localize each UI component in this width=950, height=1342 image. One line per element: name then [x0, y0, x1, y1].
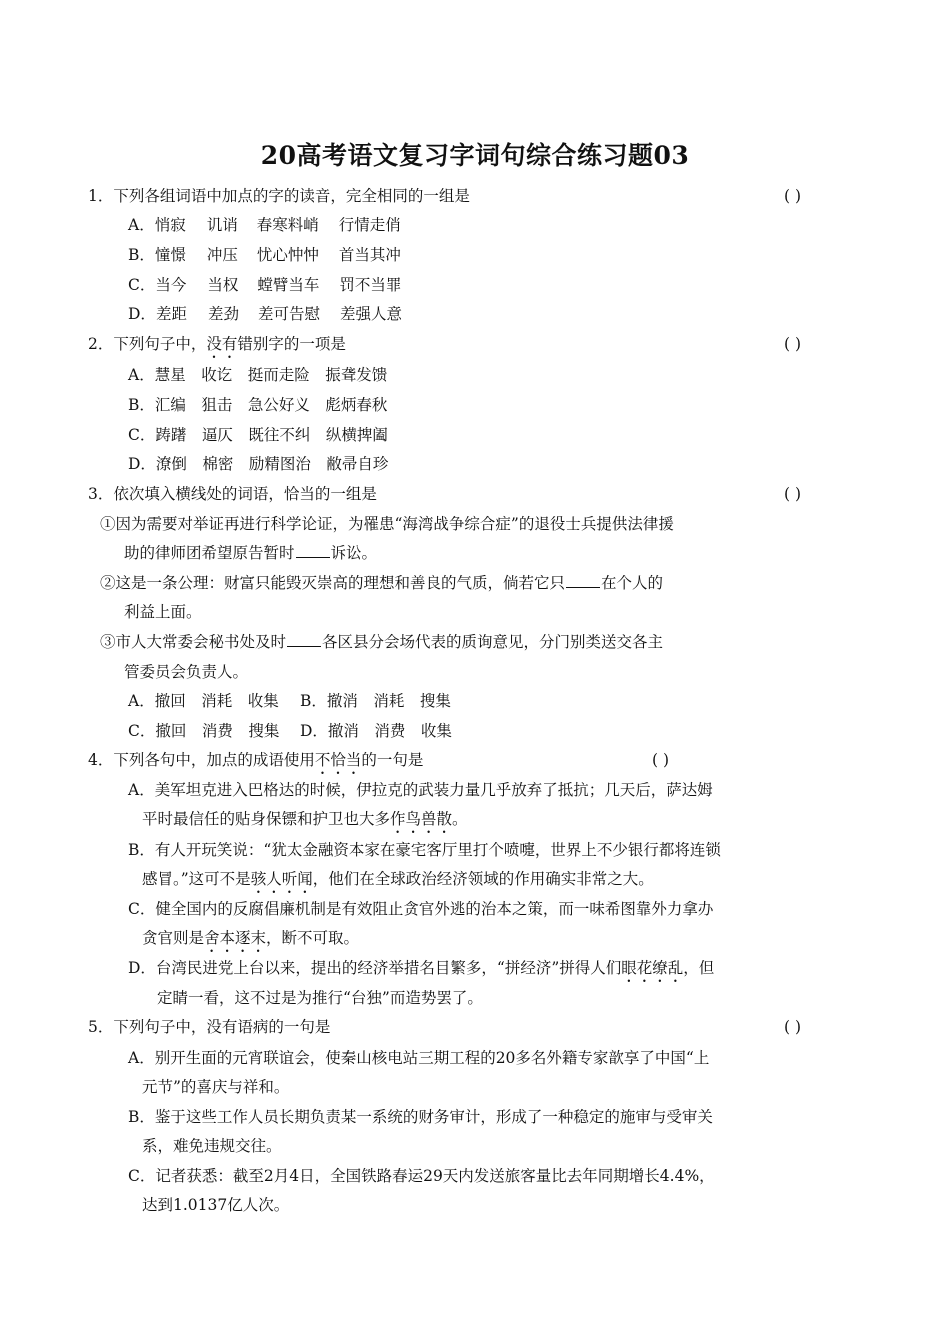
sentence-text: 各区县分会场代表的质询意见，分门别类送交各主: [322, 633, 664, 651]
question-3-sentence-2: [100, 573, 663, 593]
stem-text: 语病的一句是: [237, 1018, 331, 1036]
question-3-options-row-2: [128, 721, 452, 741]
question-4-option-c: C．健全国内的反腐倡廉机制是有效阻止贪官外逃的治本之策，而一味希图靠外力拿办: [128, 900, 714, 918]
question-3-options-row-1: [128, 691, 451, 711]
idiom-emphasis: 眼花缭乱: [621, 959, 684, 977]
stem-text: 4．下列各句中，加点的成语使用: [88, 751, 315, 769]
option-text: 。: [452, 810, 468, 828]
option-text: D．台湾民进党上台以来，提出的经济举措名目繁多，“拼经济”拼得人们: [128, 959, 622, 977]
question-1-option-d: [128, 304, 402, 324]
option-text: 感冒。”这可不是: [142, 870, 251, 888]
question-3-sentence-1-cont: [124, 543, 377, 563]
option-word: 憧憬: [154, 246, 186, 264]
question-2-option-a: A．慧星 收讫 挺而走险 振聋发馈: [128, 366, 388, 384]
option-word: 当权: [207, 276, 239, 294]
fill-blank: [296, 543, 330, 558]
question-5-option-b: B．鉴于这些工作人员长期负责某一系统的财务审计，形成了一种稳定的施审与受审关: [128, 1108, 713, 1126]
question-1-answer-paren: ( ): [784, 187, 802, 205]
question-4-option-a: A．美军坦克进入巴格达的时候，伊拉克的武装力量几乎放弃了抵抗；几天后，萨达姆: [128, 781, 713, 799]
fill-blank: [287, 632, 321, 647]
option-letter: C．: [128, 276, 156, 294]
question-4-stem: [88, 750, 423, 778]
question-1-option-a: [128, 215, 401, 235]
question-3-stem: 3．依次填入横线处的词语，恰当的一组是: [88, 485, 377, 503]
question-5-option-a: A．别开生面的元宵联谊会，使秦山核电站三期工程的20多名外籍专家歆享了中国“上: [128, 1049, 710, 1067]
option-text: 平时最信任的贴身保镖和护卫也大多: [142, 810, 391, 828]
question-3-option-c: C．撤回 消费 搜集: [128, 722, 280, 740]
question-3-option-a: A．撤回 消耗 收集: [128, 692, 279, 710]
question-3-sentence-2-cont: 利益上面。: [124, 603, 202, 621]
option-word: 差可告慰: [257, 305, 320, 323]
question-3-option-d: D．撤消 消费 收集: [300, 722, 452, 740]
option-text: ，他们在全球政治经济领域的作用确实非常之大。: [312, 870, 654, 888]
question-3-sentence-3: [100, 632, 663, 652]
option-word: 首当其冲: [338, 246, 401, 264]
question-2-option-c: C．踌躇 逼仄 既往不纠 纵横捭阖: [128, 426, 388, 444]
question-4-option-c-cont: [142, 928, 359, 956]
question-1-option-c: [128, 275, 401, 295]
option-word: 差劲: [207, 305, 239, 323]
question-4-option-d-cont: 定睛一看，这不过是为推行“台独”而造势罢了。: [157, 989, 483, 1007]
option-text: 贪官则是: [142, 929, 205, 947]
page-title: 20高考语文复习字词句综合练习题03: [260, 141, 690, 170]
question-3-sentence-1: ①因为需要对举证再进行科学论证，为罹患“海湾战争综合症”的退役士兵提供法律援: [100, 515, 674, 533]
question-3-answer-paren: ( ): [784, 485, 802, 503]
option-text: ，断不可取。: [266, 929, 360, 947]
question-2-stem: [88, 334, 346, 362]
question-3-option-b: B．撤消 消耗 搜集: [300, 692, 451, 710]
question-4-option-a-cont: [142, 809, 468, 837]
question-4-option-d: [128, 958, 714, 986]
question-4-option-b-cont: [142, 869, 654, 897]
idiom-emphasis: 舍本逐末: [204, 929, 267, 947]
sentence-text: 助的律师团希望原告暂时: [124, 544, 295, 562]
question-5-answer-paren: ( ): [784, 1018, 802, 1036]
question-1-stem: 1．下列各组词语中加点的字的读音，完全相同的一组是: [88, 187, 470, 205]
sentence-text: ②这是一条公理：财富只能毁灭崇高的理想和善良的气质，倘若它只: [100, 574, 566, 592]
stem-emphasis: 不恰当: [314, 751, 362, 769]
idiom-emphasis: 骇人听闻: [250, 870, 313, 888]
option-letter: A．: [128, 216, 155, 234]
idiom-emphasis: 作鸟兽散: [390, 810, 453, 828]
question-4-answer-paren: ( ): [652, 751, 670, 769]
question-5-option-b-cont: 系，难免违规交往。: [142, 1137, 282, 1155]
option-word: 冲压: [206, 246, 238, 264]
option-word: 差距: [155, 305, 187, 323]
question-5-option-c-cont: 达到1.0137亿人次。: [142, 1196, 290, 1214]
question-5-option-a-cont: 元节”的喜庆与祥和。: [142, 1078, 290, 1096]
stem-text: 的一句是: [361, 751, 424, 769]
sentence-text: 诉讼。: [330, 544, 378, 562]
option-word: 罚不当罪: [339, 276, 402, 294]
question-2-option-d: D．潦倒 棉密 励精图治 敝帚自珍: [128, 455, 389, 473]
question-1-option-b: [128, 245, 401, 265]
option-word: 讥诮: [206, 216, 238, 234]
option-word: 悄寂: [154, 216, 186, 234]
option-text: ，但: [683, 959, 715, 977]
question-4-option-b: B．有人开玩笑说：“犹太金融资本家在豪宅客厅里打个喷嚏，世界上不少银行都将连锁: [128, 841, 721, 859]
option-letter: D．: [128, 305, 156, 323]
stem-emphasis: 没有: [206, 335, 238, 353]
stem-text: 5．下列句子中，: [88, 1018, 207, 1036]
stem-text: 2．下列句子中，: [88, 335, 207, 353]
question-2-answer-paren: ( ): [784, 335, 802, 353]
option-letter: B．: [128, 246, 155, 264]
fill-blank: [566, 573, 600, 588]
option-word: 行情走俏: [338, 216, 401, 234]
stem-text: 错别字的一项是: [237, 335, 346, 353]
option-word: 螳臂当车: [257, 276, 320, 294]
stem-text: 没有: [206, 1018, 238, 1036]
sentence-text: 在个人的: [601, 574, 664, 592]
option-word: 当今: [155, 276, 187, 294]
option-word: 忧心忡忡: [256, 246, 319, 264]
question-3-sentence-3-cont: 管委员会负责人。: [124, 663, 249, 681]
sentence-text: ③市人大常委会秘书处及时: [100, 633, 287, 651]
option-word: 差强人意: [339, 305, 402, 323]
option-word: 春寒料峭: [256, 216, 319, 234]
question-2-option-b: B．汇编 狙击 急公好义 彪炳春秋: [128, 396, 388, 414]
question-5-option-c: C．记者获悉：截至2月4日，全国铁路春运29天内发送旅客量比去年同期增长4.4%，: [128, 1167, 715, 1185]
question-5-stem: [88, 1017, 330, 1037]
